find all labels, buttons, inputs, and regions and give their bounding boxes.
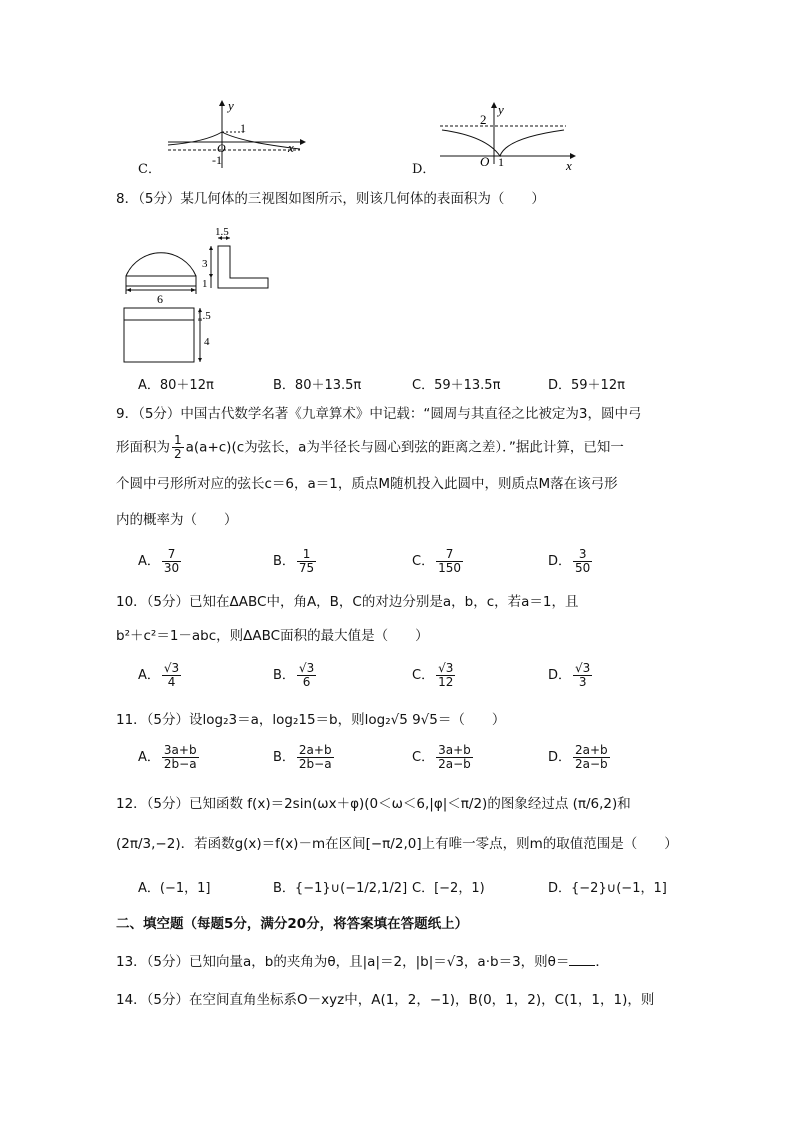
q8-stem: 8．（5分）某几何体的三视图如图所示，则该几何体的表面积为（ ） (116, 191, 545, 207)
graph-d-two: 2 (480, 112, 487, 127)
q11-option-b: B． $\frac{2a+b}{2b-a}$ (273, 743, 332, 771)
dim-3: 3 (202, 258, 208, 270)
dim-6: 6 (157, 292, 163, 306)
graph-d (436, 100, 582, 172)
graph-c-o: O (217, 141, 226, 155)
graph-d-one: 1 (498, 155, 504, 169)
q8-option-a: A．80＋12π (138, 378, 214, 393)
q9-line2 (116, 434, 676, 461)
q9-line2b: a(a+c)(c为弦长，a为半径长与圆心到弦的距离之差）．”据此计算，已知一 (185, 439, 624, 456)
q10-option-b: B． $\frac{√3}{6}$ (273, 661, 315, 689)
option-d-label: D． (412, 162, 436, 177)
q11-option-d: D． $\frac{2a+b}{2a-b}$ (548, 743, 608, 771)
q9-line4: 内的概率为（ ） (116, 512, 238, 528)
q11-option-c: C． $\frac{3a+b}{2a-b}$ (412, 743, 471, 771)
q9-line2a: 形面积为 (116, 439, 170, 456)
q14: 14．（5分）在空间直角坐标系O－xyz中，A(1，2，−1)，B(0，1，2)，C(1，1，1)，则 (116, 992, 655, 1008)
q12-option-c: C．[−2，1) (412, 881, 485, 896)
three-view-figure (118, 222, 288, 368)
q8-option-c: C．59＋13.5π (412, 378, 501, 393)
q9-option-c: C． $\frac{7}{150}$ (412, 547, 461, 575)
q10-line1: 10．（5分）已知在ΔABC中，角A，B，C的对边分别是a，b，c，若a＝1，且 (116, 594, 579, 610)
graph-d-x: x (566, 158, 572, 172)
dim-1-5-bottom: 1.5 (197, 310, 211, 322)
q13: 13．（5分）已知向量a，b的夹角为θ，且|a|＝2，|b|＝√3，a·b＝3，则θ＝ ． (116, 954, 609, 970)
dim-4: 4 (204, 336, 210, 348)
q8-option-b: B．80＋13.5π (273, 378, 362, 393)
q12-option-a: A．(−1，1] (138, 881, 211, 896)
graph-c (160, 98, 310, 170)
option-c-label: C． (138, 162, 161, 177)
q10-option-c: C． $\frac{√3}{12}$ (412, 661, 454, 689)
q10-line2: b²＋c²＝1－abc，则ΔABC面积的最大值是（ ） (116, 628, 429, 644)
q11-option-a: A． $\frac{3a+b}{2b-a}$ (138, 743, 197, 771)
q11-line1: 11．（5分）设log₂3＝a，log₂15＝b，则log₂√5 9√5＝（ ） (116, 712, 506, 728)
q12-line2: (2π/3,−2)．若函数g(x)＝f(x)－m在区间[−π/2,0]上有唯一零点，则m的取值范围是（ ） (116, 836, 678, 852)
graph-c-one: 1 (240, 121, 246, 135)
q12-line1: 12．（5分）已知函数 f(x)＝2sin(ωx＋φ)(0＜ω＜6,|φ|＜π/2)的图象经过点 (π/6,2)和 (116, 796, 631, 812)
graph-c-neg1: -1 (212, 153, 222, 167)
q12-option-d: D．{−2}∪(−1，1] (548, 881, 667, 896)
q10-option-a: A． $\frac{√3}{4}$ (138, 661, 180, 689)
q9-option-d: D． $\frac{3}{50}$ (548, 547, 591, 575)
graph-d-o: O (480, 154, 490, 169)
q9-option-a: A． $\frac{7}{30}$ (138, 547, 180, 575)
q12-option-b: B．{−1}∪(−1/2,1/2] (273, 881, 408, 896)
dim-1: 1 (202, 278, 208, 290)
dim-1-5-top: 1.5 (215, 226, 229, 238)
graph-d-y: y (498, 102, 504, 117)
q9-line3: 个圆中弓形所对应的弦长c＝6，a＝1，质点M随机投入此圆中，则质点M落在该弓形 (116, 476, 618, 492)
q9-option-b: B． $\frac{1}{75}$ (273, 547, 315, 575)
graph-c-y: y (228, 98, 234, 113)
q9-line1: 9．（5分）中国古代数学名著《九章算术》中记载：“圆周与其直径之比被定为3，圆中弓 (116, 406, 642, 422)
q10-option-d: D． $\frac{√3}{3}$ (548, 661, 591, 689)
section-2-heading: 二、填空题（每题5分，满分20分，将答案填在答题纸上） (116, 916, 469, 932)
q9-half: $\frac{1}{2}$ (174, 433, 182, 461)
graph-c-x: x (288, 140, 294, 155)
q8-option-d: D．59＋12π (548, 378, 625, 393)
